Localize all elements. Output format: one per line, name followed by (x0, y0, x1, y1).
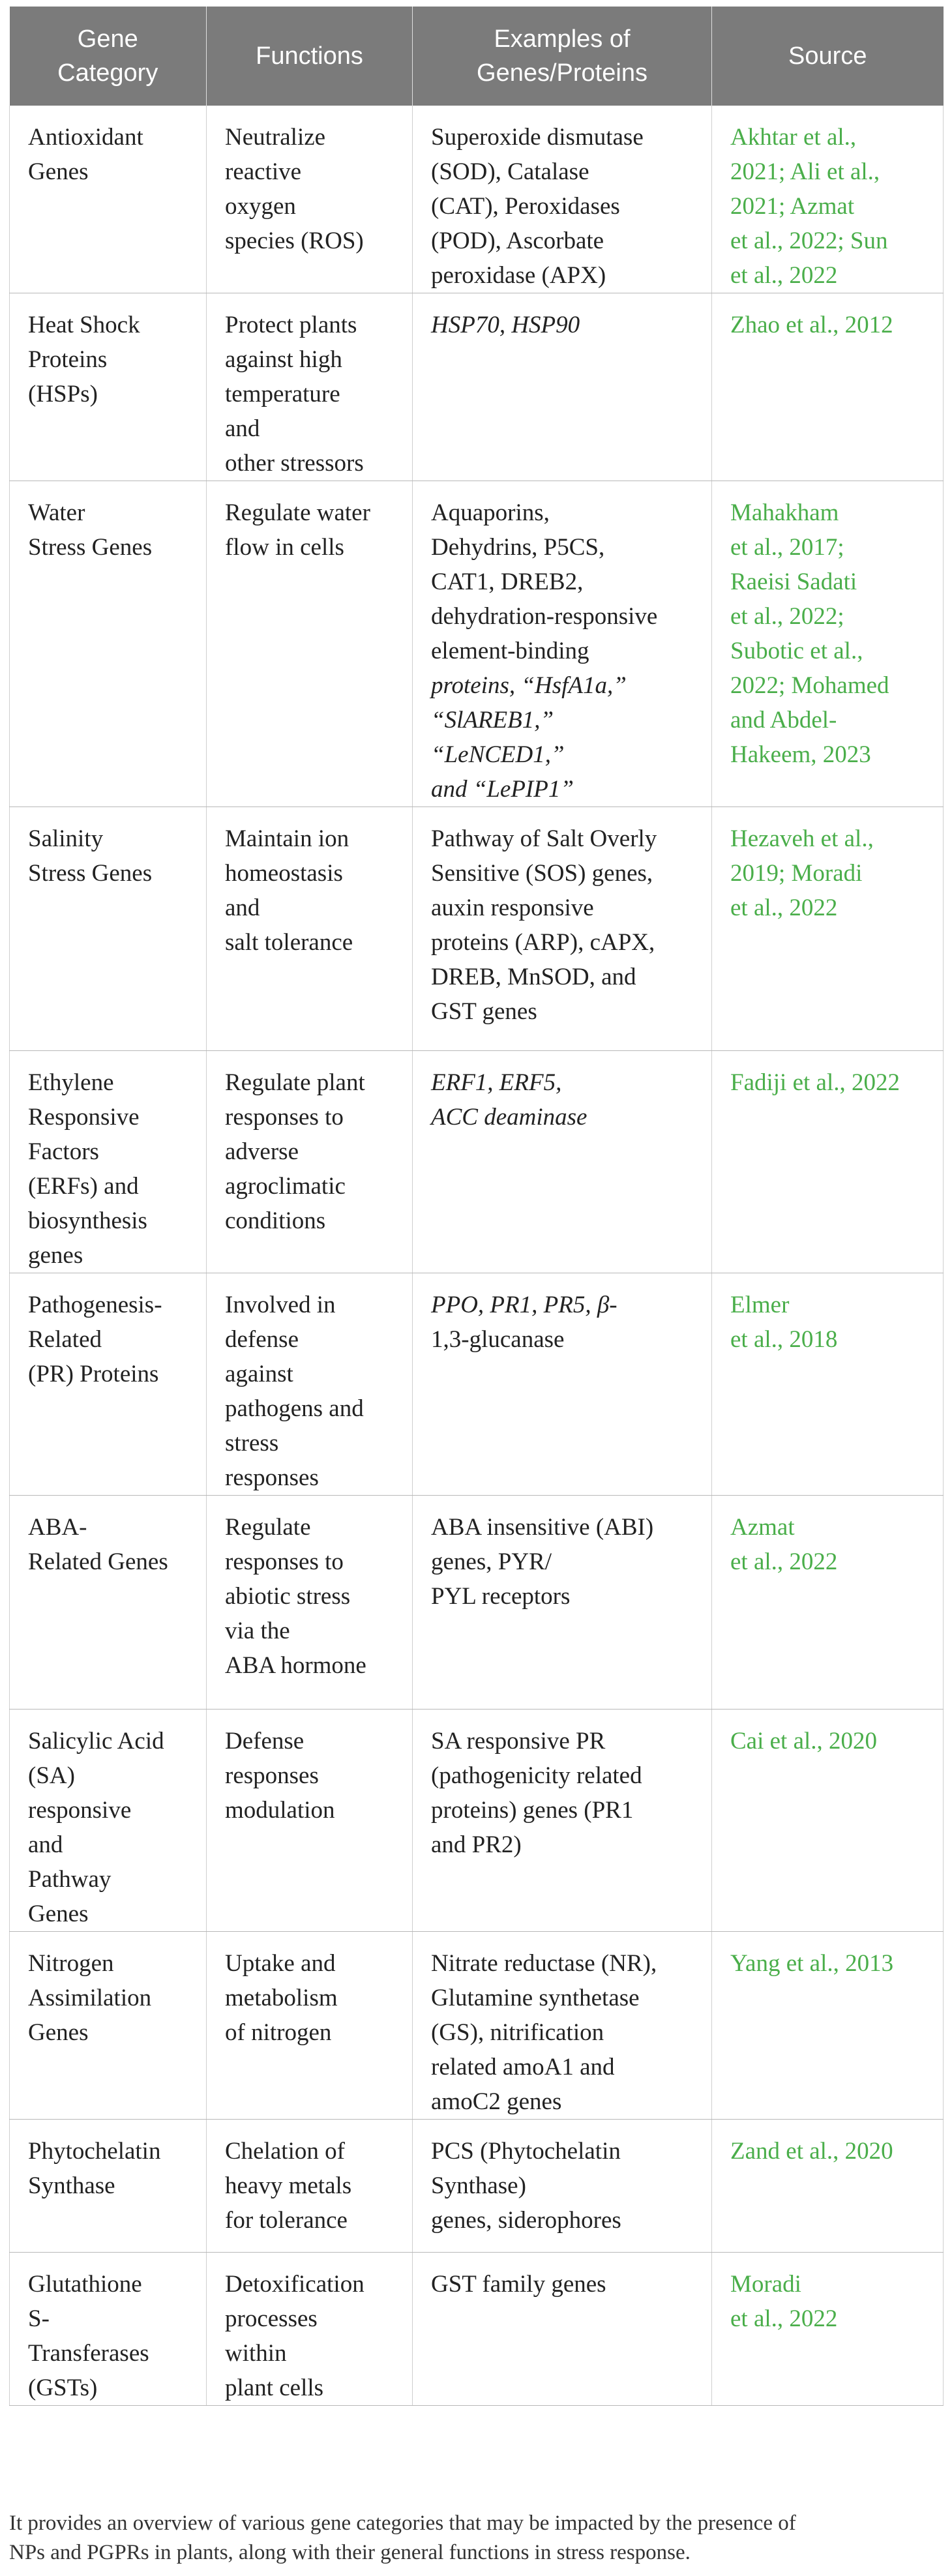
citation-line[interactable]: Yang et al., 2013 (730, 1950, 894, 1977)
cell-line: Neutralize (225, 124, 326, 151)
cell-line: Nitrogen (28, 1950, 114, 1977)
cell-line: (PR) Proteins (28, 1361, 159, 1387)
cell-line: of nitrogen (225, 2019, 332, 2046)
cell-line: Superoxide dismutase (431, 124, 644, 151)
citation-line[interactable]: et al., 2022 (730, 1548, 838, 1575)
cell-line: against (225, 1361, 293, 1387)
citation-line[interactable]: and Abdel- (730, 707, 837, 733)
cell-line: SA responsive PR (431, 1728, 606, 1754)
header-line: Examples of (494, 25, 631, 53)
cell-line: Salicylic Acid (28, 1728, 164, 1754)
cell-gene-category (10, 807, 207, 1051)
citation-line[interactable]: Raeisi Sadati (730, 569, 857, 595)
cell-line: Aquaporins, (431, 499, 550, 526)
cell-line: Stress Genes (28, 534, 153, 561)
cell-line: amoC2 genes (431, 2088, 562, 2115)
cell-line: Heat Shock (28, 312, 140, 338)
cell-line: Glutamine synthetase (431, 1985, 640, 2011)
cell-line: reactive (225, 158, 302, 185)
table-row (10, 1710, 944, 1932)
table-header (10, 7, 944, 106)
citation-line[interactable]: et al., 2022 (730, 2305, 838, 2332)
cell-line: “LeNCED1,” (431, 741, 565, 768)
cell-line: (POD), Ascorbate (431, 228, 604, 254)
cell-line: and (225, 415, 260, 442)
cell-examples (413, 1496, 712, 1710)
cell-line: responses (225, 1464, 319, 1491)
cell-line: adverse (225, 1138, 299, 1165)
cell-gene-category (10, 1932, 207, 2120)
citation-line[interactable]: Hezaveh et al., (730, 825, 874, 852)
header-line: Genes/Proteins (477, 59, 647, 87)
cell-source (712, 1496, 944, 1710)
cell-line: proteins, “HsfA1a,” (431, 672, 627, 699)
cell-line: species (ROS) (225, 228, 364, 254)
cell-line: responsive (28, 1797, 132, 1824)
cell-line: stress (225, 1430, 279, 1457)
cell-source (712, 1051, 944, 1273)
cell-source (712, 1710, 944, 1932)
cell-line: Phytochelatin (28, 2138, 161, 2165)
cell-gene-category (10, 1710, 207, 1932)
citation-line[interactable]: Zhao et al., 2012 (730, 312, 893, 338)
cell-functions (207, 481, 413, 807)
citation-line[interactable]: Cai et al., 2020 (730, 1728, 878, 1754)
gene-categories-table (9, 7, 944, 2406)
cell-line: Chelation of (225, 2138, 345, 2165)
cell-line: CAT1, DREB2, (431, 569, 584, 595)
cell-source (712, 106, 944, 293)
cell-line: abiotic stress (225, 1583, 351, 1610)
cell-gene-category (10, 2253, 207, 2406)
cell-examples (413, 2253, 712, 2406)
caption-line: NPs and PGPRs in plants, along with their general functions in stress response. (9, 2541, 691, 2564)
cell-line: Sensitive (SOS) genes, (431, 860, 653, 887)
cell-examples (413, 1051, 712, 1273)
cell-line: Proteins (28, 346, 108, 373)
cell-examples (413, 293, 712, 481)
cell-line: pathogens and (225, 1395, 364, 1422)
cell-line: 1,3-glucanase (431, 1326, 565, 1353)
cell-line: Synthase) (431, 2172, 526, 2199)
citation-line[interactable]: et al., 2018 (730, 1326, 838, 1353)
cell-line: Stress Genes (28, 860, 153, 887)
citation-line[interactable]: Zand et al., 2020 (730, 2138, 893, 2165)
cell-functions (207, 1051, 413, 1273)
cell-line: Involved in (225, 1292, 336, 1318)
cell-line: responses (225, 1762, 319, 1789)
cell-line: and (28, 1831, 63, 1858)
cell-gene-category (10, 2120, 207, 2253)
header-line: Category (57, 59, 158, 87)
table-row (10, 807, 944, 1051)
citation-line[interactable]: 2021; Azmat (730, 193, 855, 220)
cell-line: within (225, 2340, 287, 2367)
cell-gene-category (10, 293, 207, 481)
table-row (10, 1496, 944, 1710)
cell-line: Protect plants (225, 312, 357, 338)
cell-line: modulation (225, 1797, 335, 1824)
cell-functions (207, 106, 413, 293)
cell-line: Pathway (28, 1866, 112, 1893)
cell-line: plant cells (225, 2375, 324, 2401)
cell-source (712, 2120, 944, 2253)
cell-functions (207, 2253, 413, 2406)
header-examples (413, 7, 712, 106)
cell-examples (413, 106, 712, 293)
cell-line: responses to (225, 1104, 344, 1131)
cell-examples (413, 1273, 712, 1496)
cell-line: Uptake and (225, 1950, 336, 1977)
cell-line: and “LePIP1” (431, 776, 574, 803)
cell-gene-category (10, 481, 207, 807)
cell-line: Nitrate reductase (NR), (431, 1950, 657, 1977)
cell-line: (HSPs) (28, 381, 98, 407)
citation-line[interactable]: et al., 2022 (730, 895, 838, 921)
cell-line: genes (28, 1242, 83, 1269)
header-line: Source (788, 42, 867, 70)
cell-line: element-binding (431, 638, 589, 664)
cell-line: metabolism (225, 1985, 338, 2011)
cell-line: GST genes (431, 998, 537, 1025)
cell-line: (SOD), Catalase (431, 158, 589, 185)
cell-line: agroclimatic (225, 1173, 346, 1200)
cell-line: ACC deaminase (431, 1104, 588, 1131)
cell-line: Synthase (28, 2172, 115, 2199)
cell-line: proteins) genes (PR1 (431, 1797, 634, 1824)
cell-line: Detoxification (225, 2271, 364, 2298)
cell-line: other stressors (225, 450, 364, 477)
cell-source (712, 293, 944, 481)
cell-line: Regulate (225, 1514, 311, 1541)
cell-line: Ethylene (28, 1069, 114, 1096)
cell-line: heavy metals (225, 2172, 352, 2199)
cell-line: flow in cells (225, 534, 344, 561)
cell-line: via the (225, 1618, 290, 1644)
cell-line: Transferases (28, 2340, 149, 2367)
cell-line: Maintain ion (225, 825, 350, 852)
citation-line[interactable]: Mahakham (730, 499, 839, 526)
cell-functions (207, 1496, 413, 1710)
cell-line: responses to (225, 1548, 344, 1575)
header-functions (207, 7, 413, 106)
header-gene-category (10, 7, 207, 106)
cell-line: Water (28, 499, 85, 526)
cell-line: Regulate water (225, 499, 370, 526)
cell-line: (CAT), Peroxidases (431, 193, 620, 220)
cell-gene-category (10, 106, 207, 293)
table-caption (9, 2509, 943, 2568)
citation-line[interactable]: 2019; Moradi (730, 860, 863, 887)
header-source (712, 7, 944, 106)
cell-line: Dehydrins, P5CS, (431, 534, 605, 561)
cell-line: for tolerance (225, 2207, 348, 2234)
cell-functions (207, 807, 413, 1051)
cell-examples (413, 481, 712, 807)
cell-examples (413, 1932, 712, 2120)
table-row (10, 1051, 944, 1273)
citation-line[interactable]: et al., 2022 (730, 262, 838, 289)
citation-line[interactable]: et al., 2017; (730, 534, 844, 561)
cell-line: proteins (ARP), cAPX, (431, 929, 655, 956)
cell-line: Related (28, 1326, 102, 1353)
cell-line: S- (28, 2305, 50, 2332)
citation-line[interactable]: Moradi (730, 2271, 801, 2298)
cell-line: oxygen (225, 193, 296, 220)
cell-line: (SA) (28, 1762, 75, 1789)
cell-line: Factors (28, 1138, 99, 1165)
cell-line: (ERFs) and (28, 1173, 139, 1200)
citation-line[interactable]: et al., 2022; (730, 603, 844, 630)
cell-line: ABA hormone (225, 1652, 366, 1679)
cell-line: Responsive (28, 1104, 140, 1131)
cell-line: Pathway of Salt Overly (431, 825, 657, 852)
table-row (10, 2120, 944, 2253)
cell-line: conditions (225, 1207, 326, 1234)
cell-line: Genes (28, 158, 89, 185)
cell-line: genes, siderophores (431, 2207, 621, 2234)
cell-line: GST family genes (431, 2271, 606, 2298)
table-row (10, 481, 944, 807)
cell-source (712, 2253, 944, 2406)
cell-line: Salinity (28, 825, 104, 852)
table-row (10, 1273, 944, 1496)
cell-line: genes, PYR/ (431, 1548, 552, 1575)
cell-source (712, 1932, 944, 2120)
cell-line: Assimilation (28, 1985, 152, 2011)
cell-functions (207, 1710, 413, 1932)
cell-functions (207, 2120, 413, 2253)
cell-line: Genes (28, 2019, 89, 2046)
header-line: Gene (77, 25, 138, 53)
citation-line[interactable]: 2022; Mohamed (730, 672, 889, 699)
cell-functions (207, 1932, 413, 2120)
cell-examples (413, 807, 712, 1051)
cell-source (712, 481, 944, 807)
table-row (10, 2253, 944, 2406)
citation-line[interactable]: Azmat (730, 1514, 795, 1541)
table-row (10, 106, 944, 293)
cell-line: ABA- (28, 1514, 87, 1541)
citation-line[interactable]: Hakeem, 2023 (730, 741, 871, 768)
cell-functions (207, 293, 413, 481)
cell-line: Pathogenesis- (28, 1292, 162, 1318)
cell-line: peroxidase (APX) (431, 262, 606, 289)
cell-line: ABA insensitive (ABI) (431, 1514, 654, 1541)
cell-line: Related Genes (28, 1548, 168, 1575)
cell-line: related amoA1 and (431, 2054, 615, 2080)
cell-line: (GS), nitrification (431, 2019, 604, 2046)
cell-line: Genes (28, 1901, 89, 1927)
cell-functions (207, 1273, 413, 1496)
cell-line: and (225, 895, 260, 921)
cell-source (712, 807, 944, 1051)
cell-line: auxin responsive (431, 895, 594, 921)
cell-line: biosynthesis (28, 1207, 147, 1234)
table-row (10, 293, 944, 481)
cell-line: and PR2) (431, 1831, 522, 1858)
cell-gene-category (10, 1051, 207, 1273)
cell-line: (pathogenicity related (431, 1762, 642, 1789)
cell-line: “SlAREB1,” (431, 707, 554, 733)
cell-line: Antioxidant (28, 124, 143, 151)
header-row (10, 7, 944, 106)
cell-line: HSP70, HSP90 (431, 312, 580, 338)
citation-line[interactable]: Fadiji et al., 2022 (730, 1069, 900, 1096)
citation-line[interactable]: Subotic et al., (730, 638, 863, 664)
cell-line: Glutathione (28, 2271, 142, 2298)
cell-examples (413, 1710, 712, 1932)
cell-line: defense (225, 1326, 299, 1353)
caption-line: It provides an overview of various gene categories that may be impacted by the presence of (9, 2511, 796, 2535)
cell-line: salt tolerance (225, 929, 353, 956)
cell-line: PYL receptors (431, 1583, 571, 1610)
table-row (10, 1932, 944, 2120)
citation-line[interactable]: Akhtar et al., (730, 124, 857, 151)
cell-line: processes (225, 2305, 318, 2332)
cell-line: homeostasis (225, 860, 343, 887)
cell-line: Defense (225, 1728, 305, 1754)
cell-line: Regulate plant (225, 1069, 365, 1096)
cell-line: PPO, PR1, PR5, β- (431, 1292, 617, 1318)
citation-line[interactable]: Elmer (730, 1292, 790, 1318)
cell-source (712, 1273, 944, 1496)
cell-line: DREB, MnSOD, and (431, 964, 636, 990)
citation-line[interactable]: et al., 2022; Sun (730, 228, 888, 254)
cell-examples (413, 2120, 712, 2253)
cell-gene-category (10, 1273, 207, 1496)
table-body (10, 106, 944, 2406)
citation-line[interactable]: 2021; Ali et al., (730, 158, 880, 185)
cell-gene-category (10, 1496, 207, 1710)
cell-line: dehydration-responsive (431, 603, 658, 630)
cell-line: (GSTs) (28, 2375, 98, 2401)
cell-line: PCS (Phytochelatin (431, 2138, 621, 2165)
cell-line: ERF1, ERF5, (431, 1069, 562, 1096)
cell-line: against high (225, 346, 342, 373)
cell-line: temperature (225, 381, 340, 407)
header-line: Functions (256, 42, 363, 70)
